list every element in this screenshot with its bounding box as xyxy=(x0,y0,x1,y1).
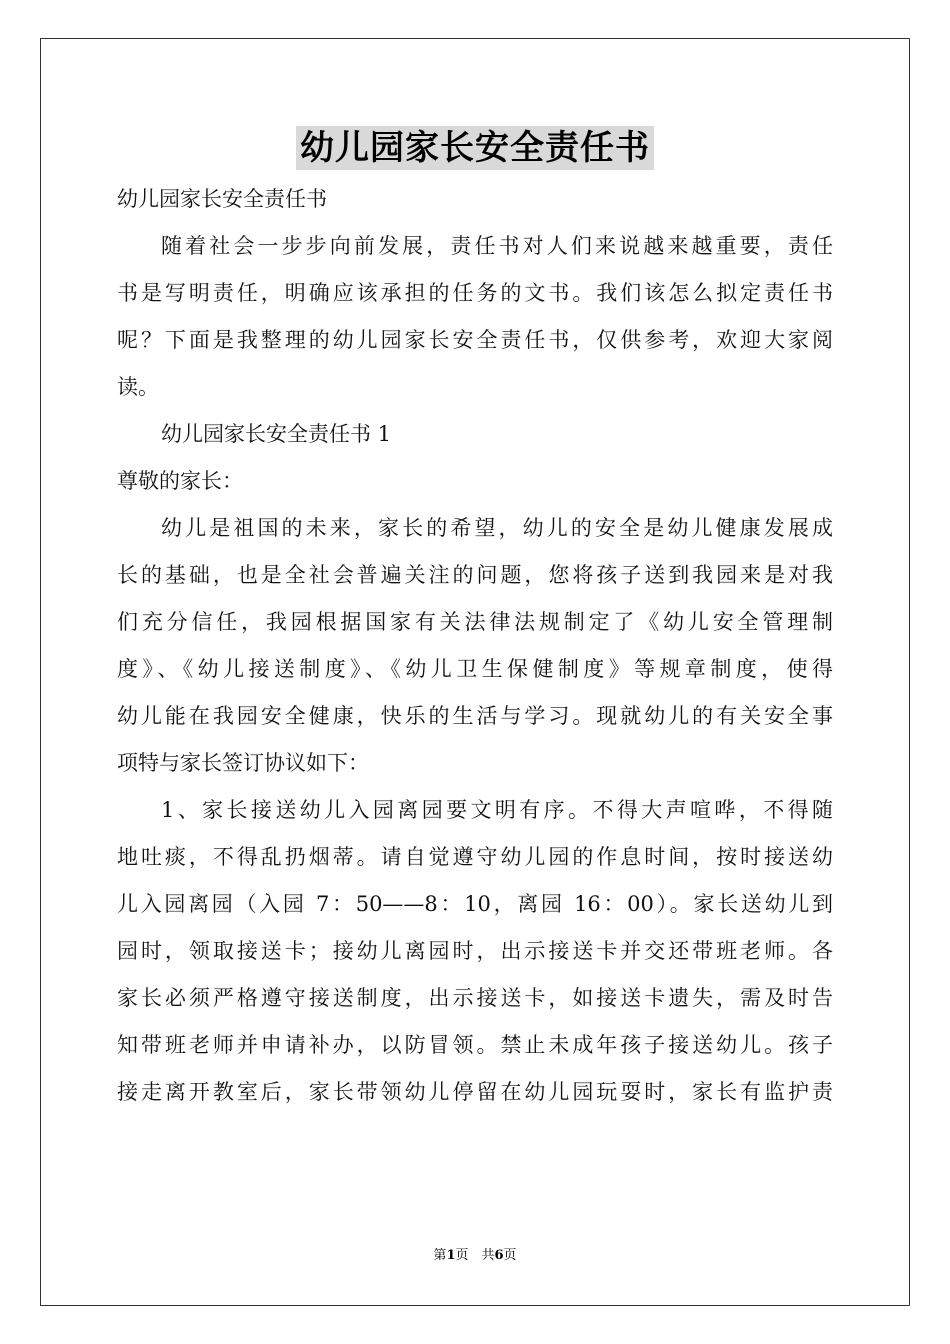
body-line: 们充分信任，我园根据国家有关法律法规制定了《幼儿安全管理制 xyxy=(117,610,833,634)
body-line: 长的基础，也是全社会普遍关注的问题，您将孩子送到我园来是对我 xyxy=(117,563,833,587)
body-line: 度》、《幼儿接送制度》、《幼儿卫生保健制度》等规章制度，使得 xyxy=(117,657,833,681)
body-line: 园时，领取接送卡；接幼儿离园时，出示接送卡并交还带班老师。各 xyxy=(117,939,833,963)
body-line: 家长必须严格遵守接送制度，出示接送卡，如接送卡遗失，需及时告 xyxy=(117,986,833,1010)
document-body xyxy=(117,176,833,1116)
body-line: 项特与家长签订协议如下： xyxy=(117,751,369,775)
body-line: 儿入园离园（入园 7：50——8：10，离园 16：00）。家长送幼儿到 xyxy=(117,892,833,916)
footer-prefix: 第 xyxy=(433,1248,447,1263)
footer-mid: 页 共 xyxy=(455,1248,495,1263)
section-heading: 幼儿园家长安全责任书 1 xyxy=(161,422,392,446)
body-line: 地吐痰，不得乱扔烟蒂。请自觉遵守幼儿园的作息时间，按时接送幼 xyxy=(117,845,833,869)
body-line: 读。 xyxy=(117,375,159,399)
total-page-number: 6 xyxy=(494,1248,504,1263)
body-line: 接走离开教室后，家长带领幼儿停留在幼儿园玩耍时，家长有监护责 xyxy=(117,1080,833,1104)
salutation: 尊敬的家长： xyxy=(117,469,243,493)
body-line: 呢？下面是我整理的幼儿园家长安全责任书，仅供参考，欢迎大家阅 xyxy=(117,328,833,352)
body-line: 幼儿能在我园安全健康，快乐的生活与学习。现就幼儿的有关安全事 xyxy=(117,704,833,728)
footer-suffix: 页 xyxy=(503,1248,517,1263)
body-line: 幼儿是祖国的未来，家长的希望，幼儿的安全是幼儿健康发展成 xyxy=(161,516,833,540)
body-line: 书是写明责任，明确应该承担的任务的文书。我们该怎么拟定责任书 xyxy=(117,281,833,305)
body-line: 随着社会一步步向前发展，责任书对人们来说越来越重要，责任 xyxy=(161,234,833,258)
body-line: 幼儿园家长安全责任书 xyxy=(117,187,327,211)
body-line: 知带班老师并申请补办，以防冒领。禁止未成年孩子接送幼儿。孩子 xyxy=(117,1033,833,1057)
document-title: 幼儿园家长安全责任书 xyxy=(296,126,654,170)
title-container xyxy=(0,126,950,170)
current-page-number: 1 xyxy=(446,1248,456,1263)
page-footer xyxy=(0,1244,950,1263)
body-line: 1、家长接送幼儿入园离园要文明有序。不得大声喧哗，不得随 xyxy=(161,798,833,822)
